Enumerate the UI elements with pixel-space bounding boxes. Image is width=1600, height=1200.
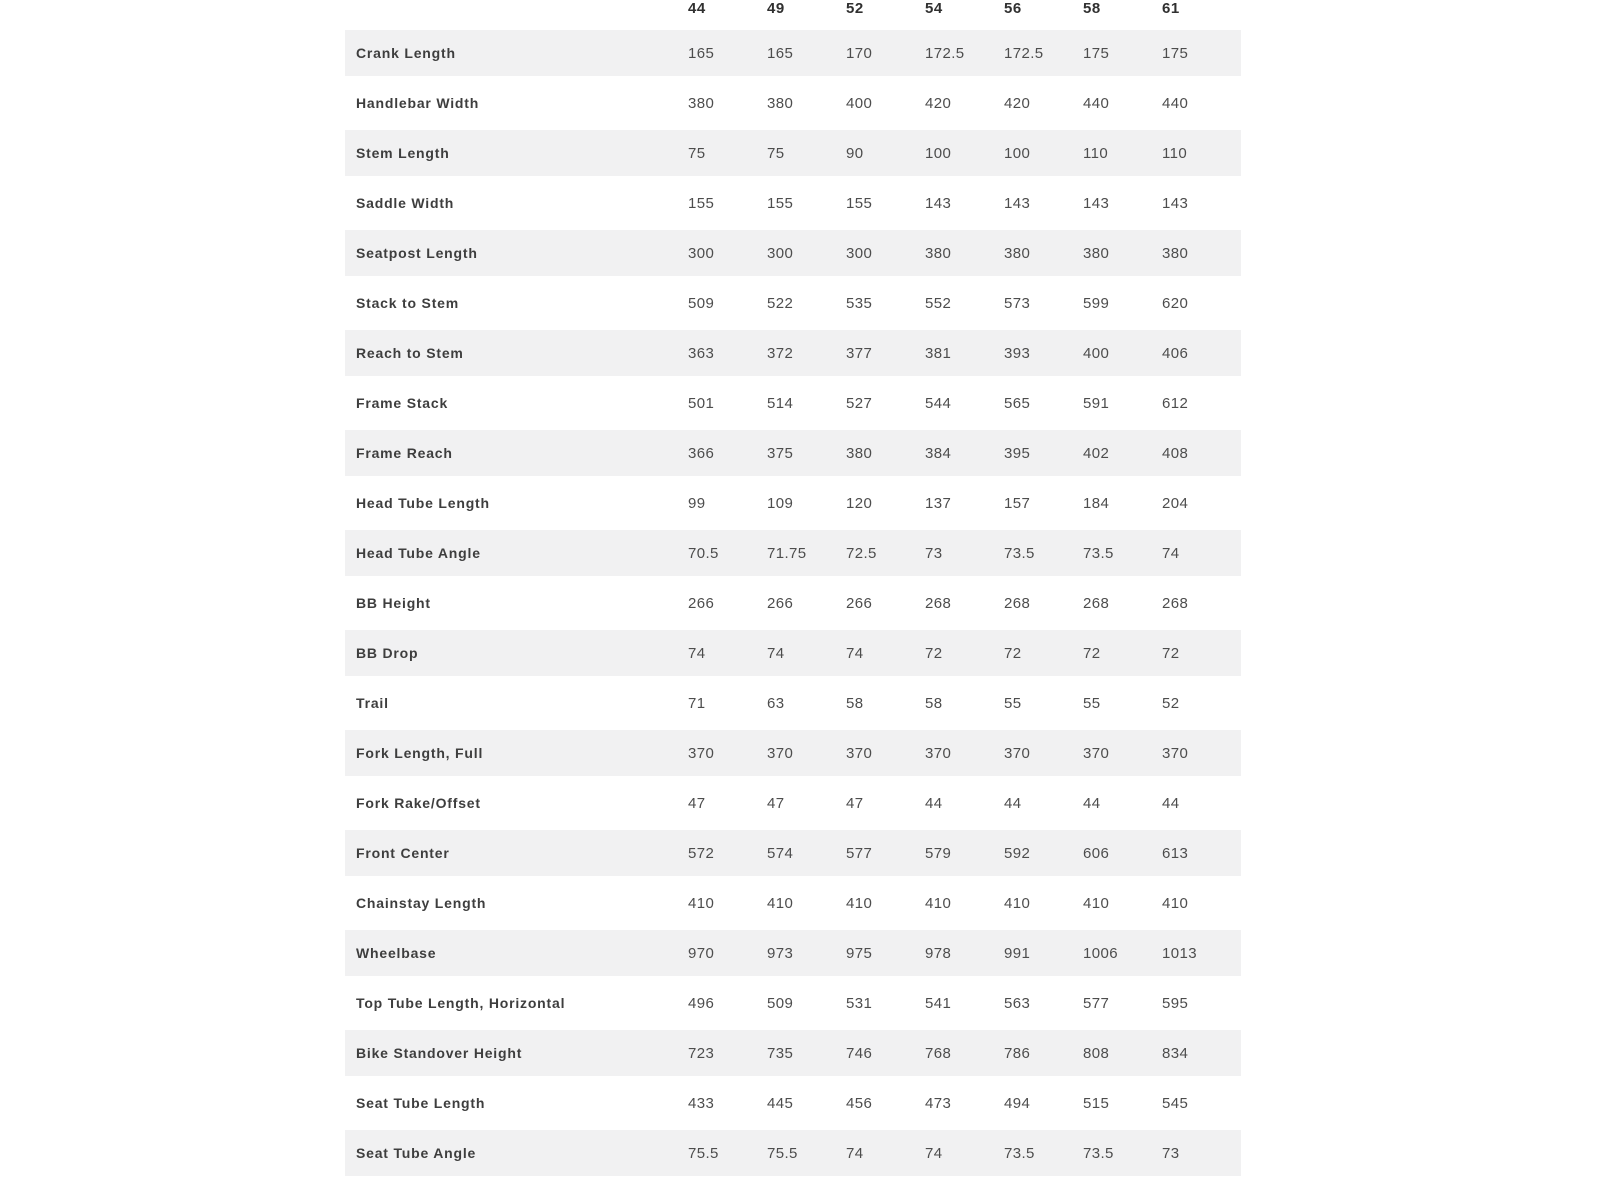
row-value: 591 [1083, 394, 1110, 412]
row-value: 573 [1004, 294, 1031, 312]
row-value: 72 [1004, 644, 1022, 662]
row-value: 74 [925, 1144, 943, 1162]
row-value: 55 [1083, 694, 1101, 712]
row-value: 410 [1083, 894, 1110, 912]
row-value: 120 [846, 494, 873, 512]
row-value: 970 [688, 944, 715, 962]
row-value: 473 [925, 1094, 952, 1112]
row-value: 577 [846, 844, 873, 862]
row-value: 300 [688, 244, 715, 262]
row-value: 170 [846, 44, 873, 62]
table-row [345, 328, 1241, 378]
row-value: 574 [767, 844, 794, 862]
row-value: 175 [1162, 44, 1189, 62]
row-value: 410 [1004, 894, 1031, 912]
row-value: 44 [1083, 794, 1101, 812]
row-label: Handlebar Width [356, 95, 480, 111]
row-value: 746 [846, 1044, 873, 1062]
row-value: 377 [846, 344, 873, 362]
row-value: 143 [925, 194, 952, 212]
table-row [345, 878, 1241, 928]
row-value: 380 [1162, 244, 1189, 262]
row-value: 109 [767, 494, 794, 512]
size-column-header: 44 [688, 0, 706, 17]
row-value: 565 [1004, 394, 1031, 412]
row-value: 165 [688, 44, 715, 62]
row-value: 72 [1162, 644, 1180, 662]
row-value: 420 [925, 94, 952, 112]
row-value: 268 [925, 594, 952, 612]
row-value: 420 [1004, 94, 1031, 112]
row-value: 572 [688, 844, 715, 862]
table-row [345, 978, 1241, 1028]
table-row [345, 528, 1241, 578]
row-value: 380 [688, 94, 715, 112]
row-value: 735 [767, 1044, 794, 1062]
row-value: 268 [1004, 594, 1031, 612]
row-value: 100 [1004, 144, 1031, 162]
table-row [345, 78, 1241, 128]
row-value: 73.5 [1004, 544, 1035, 562]
row-value: 973 [767, 944, 794, 962]
row-value: 75 [688, 144, 706, 162]
row-value: 75 [767, 144, 785, 162]
row-value: 175 [1083, 44, 1110, 62]
row-value: 47 [846, 794, 864, 812]
row-label: Front Center [356, 845, 450, 861]
row-label: Frame Reach [356, 445, 453, 461]
row-value: 1006 [1083, 944, 1118, 962]
row-value: 44 [1162, 794, 1180, 812]
row-value: 143 [1083, 194, 1110, 212]
row-label: Head Tube Length [356, 495, 490, 511]
row-value: 58 [846, 694, 864, 712]
row-label: Crank Length [356, 45, 456, 61]
row-label: Fork Length, Full [356, 745, 484, 761]
row-label: Reach to Stem [356, 345, 464, 361]
row-value: 73 [1162, 1144, 1180, 1162]
row-value: 99 [688, 494, 706, 512]
row-label: Bike Standover Height [356, 1045, 523, 1061]
row-value: 395 [1004, 444, 1031, 462]
row-value: 137 [925, 494, 952, 512]
row-value: 768 [925, 1044, 952, 1062]
row-value: 73 [925, 544, 943, 562]
row-value: 143 [1162, 194, 1189, 212]
row-value: 620 [1162, 294, 1189, 312]
row-value: 74 [767, 644, 785, 662]
row-value: 527 [846, 394, 873, 412]
row-value: 535 [846, 294, 873, 312]
row-value: 300 [846, 244, 873, 262]
row-value: 579 [925, 844, 952, 862]
row-value: 58 [925, 694, 943, 712]
row-value: 70.5 [688, 544, 719, 562]
row-value: 563 [1004, 994, 1031, 1012]
table-row [345, 1128, 1241, 1178]
row-value: 393 [1004, 344, 1031, 362]
row-value: 410 [925, 894, 952, 912]
table-row [345, 178, 1241, 228]
row-value: 400 [846, 94, 873, 112]
row-value: 165 [767, 44, 794, 62]
row-value: 72 [1083, 644, 1101, 662]
row-value: 380 [925, 244, 952, 262]
row-value: 410 [1162, 894, 1189, 912]
row-value: 545 [1162, 1094, 1189, 1112]
row-value: 808 [1083, 1044, 1110, 1062]
table-row [345, 628, 1241, 678]
row-label: Top Tube Length, Horizontal [356, 995, 566, 1011]
row-label: Chainstay Length [356, 895, 487, 911]
row-value: 157 [1004, 494, 1031, 512]
row-label: Seat Tube Angle [356, 1145, 477, 1161]
row-value: 155 [846, 194, 873, 212]
row-value: 370 [846, 744, 873, 762]
row-value: 172.5 [925, 44, 965, 62]
row-label: Stem Length [356, 145, 450, 161]
row-value: 184 [1083, 494, 1110, 512]
geometry-table [345, 0, 1241, 1178]
row-value: 90 [846, 144, 864, 162]
row-value: 72 [925, 644, 943, 662]
row-value: 100 [925, 144, 952, 162]
row-value: 110 [1162, 144, 1188, 162]
table-row [345, 778, 1241, 828]
row-value: 172.5 [1004, 44, 1044, 62]
row-value: 496 [688, 994, 715, 1012]
row-value: 73.5 [1083, 1144, 1114, 1162]
size-column-header: 56 [1004, 0, 1022, 17]
size-header-row [345, 0, 1241, 28]
table-row [345, 1028, 1241, 1078]
row-label: Trail [356, 695, 389, 711]
row-value: 143 [1004, 194, 1031, 212]
row-value: 74 [846, 644, 864, 662]
row-value: 366 [688, 444, 715, 462]
row-value: 509 [767, 994, 794, 1012]
row-value: 74 [1162, 544, 1180, 562]
table-row [345, 728, 1241, 778]
row-value: 522 [767, 294, 794, 312]
table-row [345, 28, 1241, 78]
table-row [345, 928, 1241, 978]
row-value: 410 [688, 894, 715, 912]
row-value: 592 [1004, 844, 1031, 862]
table-row [345, 678, 1241, 728]
row-label: Fork Rake/Offset [356, 795, 481, 811]
row-value: 72.5 [846, 544, 877, 562]
row-value: 514 [767, 394, 794, 412]
row-value: 384 [925, 444, 952, 462]
row-value: 370 [925, 744, 952, 762]
row-value: 47 [688, 794, 706, 812]
row-value: 268 [1083, 594, 1110, 612]
row-value: 433 [688, 1094, 715, 1112]
row-value: 363 [688, 344, 715, 362]
row-value: 408 [1162, 444, 1189, 462]
row-value: 55 [1004, 694, 1022, 712]
row-value: 410 [767, 894, 794, 912]
table-row [345, 428, 1241, 478]
row-value: 155 [767, 194, 794, 212]
table-row [345, 578, 1241, 628]
row-value: 370 [1162, 744, 1189, 762]
table-row [345, 278, 1241, 328]
row-value: 494 [1004, 1094, 1031, 1112]
row-value: 110 [1083, 144, 1109, 162]
row-value: 406 [1162, 344, 1189, 362]
row-value: 71.75 [767, 544, 807, 562]
row-label: Head Tube Angle [356, 545, 481, 561]
row-value: 370 [1004, 744, 1031, 762]
table-row [345, 828, 1241, 878]
row-value: 599 [1083, 294, 1110, 312]
row-value: 155 [688, 194, 715, 212]
row-label: Frame Stack [356, 395, 449, 411]
row-value: 266 [767, 594, 794, 612]
row-value: 74 [688, 644, 706, 662]
row-value: 380 [1083, 244, 1110, 262]
row-label: Saddle Width [356, 195, 455, 211]
row-value: 300 [767, 244, 794, 262]
table-row [345, 128, 1241, 178]
size-column-header: 58 [1083, 0, 1101, 17]
row-value: 595 [1162, 994, 1189, 1012]
row-value: 445 [767, 1094, 794, 1112]
size-column-header: 54 [925, 0, 943, 17]
row-value: 402 [1083, 444, 1110, 462]
row-value: 268 [1162, 594, 1189, 612]
table-row [345, 1078, 1241, 1128]
row-value: 723 [688, 1044, 715, 1062]
row-value: 44 [925, 794, 943, 812]
row-value: 71 [688, 694, 706, 712]
row-value: 370 [767, 744, 794, 762]
row-value: 515 [1083, 1094, 1110, 1112]
row-value: 370 [1083, 744, 1110, 762]
row-value: 400 [1083, 344, 1110, 362]
row-label: Stack to Stem [356, 295, 459, 311]
row-label: Wheelbase [356, 945, 437, 961]
table-row [345, 378, 1241, 428]
row-value: 410 [846, 894, 873, 912]
row-value: 577 [1083, 994, 1110, 1012]
row-value: 266 [688, 594, 715, 612]
row-value: 73.5 [1083, 544, 1114, 562]
row-label: BB Drop [356, 645, 419, 661]
row-value: 370 [688, 744, 715, 762]
row-value: 204 [1162, 494, 1189, 512]
row-value: 44 [1004, 794, 1022, 812]
row-value: 380 [767, 94, 794, 112]
row-value: 73.5 [1004, 1144, 1035, 1162]
size-column-header: 49 [767, 0, 785, 17]
row-value: 63 [767, 694, 785, 712]
row-value: 440 [1083, 94, 1110, 112]
row-label: Seat Tube Length [356, 1095, 486, 1111]
row-value: 266 [846, 594, 873, 612]
row-value: 541 [925, 994, 952, 1012]
row-value: 380 [846, 444, 873, 462]
row-value: 375 [767, 444, 794, 462]
row-value: 75.5 [688, 1144, 719, 1162]
geometry-table-body [345, 28, 1241, 1178]
row-value: 978 [925, 944, 952, 962]
row-value: 552 [925, 294, 952, 312]
row-label: BB Height [356, 595, 431, 611]
row-value: 1013 [1162, 944, 1197, 962]
row-value: 544 [925, 394, 952, 412]
row-value: 975 [846, 944, 873, 962]
row-value: 531 [846, 994, 873, 1012]
row-value: 456 [846, 1094, 873, 1112]
row-value: 381 [925, 344, 952, 362]
size-column-header: 61 [1162, 0, 1180, 17]
table-row [345, 228, 1241, 278]
row-value: 501 [688, 394, 715, 412]
row-value: 47 [767, 794, 785, 812]
row-value: 75.5 [767, 1144, 798, 1162]
row-value: 509 [688, 294, 715, 312]
row-value: 52 [1162, 694, 1180, 712]
row-label: Seatpost Length [356, 245, 478, 261]
row-value: 606 [1083, 844, 1110, 862]
row-value: 786 [1004, 1044, 1031, 1062]
table-row [345, 478, 1241, 528]
row-value: 612 [1162, 394, 1189, 412]
row-value: 834 [1162, 1044, 1189, 1062]
row-value: 440 [1162, 94, 1189, 112]
size-column-header: 52 [846, 0, 864, 17]
row-value: 74 [846, 1144, 864, 1162]
row-value: 991 [1004, 944, 1031, 962]
row-value: 380 [1004, 244, 1031, 262]
row-value: 613 [1162, 844, 1189, 862]
row-value: 372 [767, 344, 794, 362]
